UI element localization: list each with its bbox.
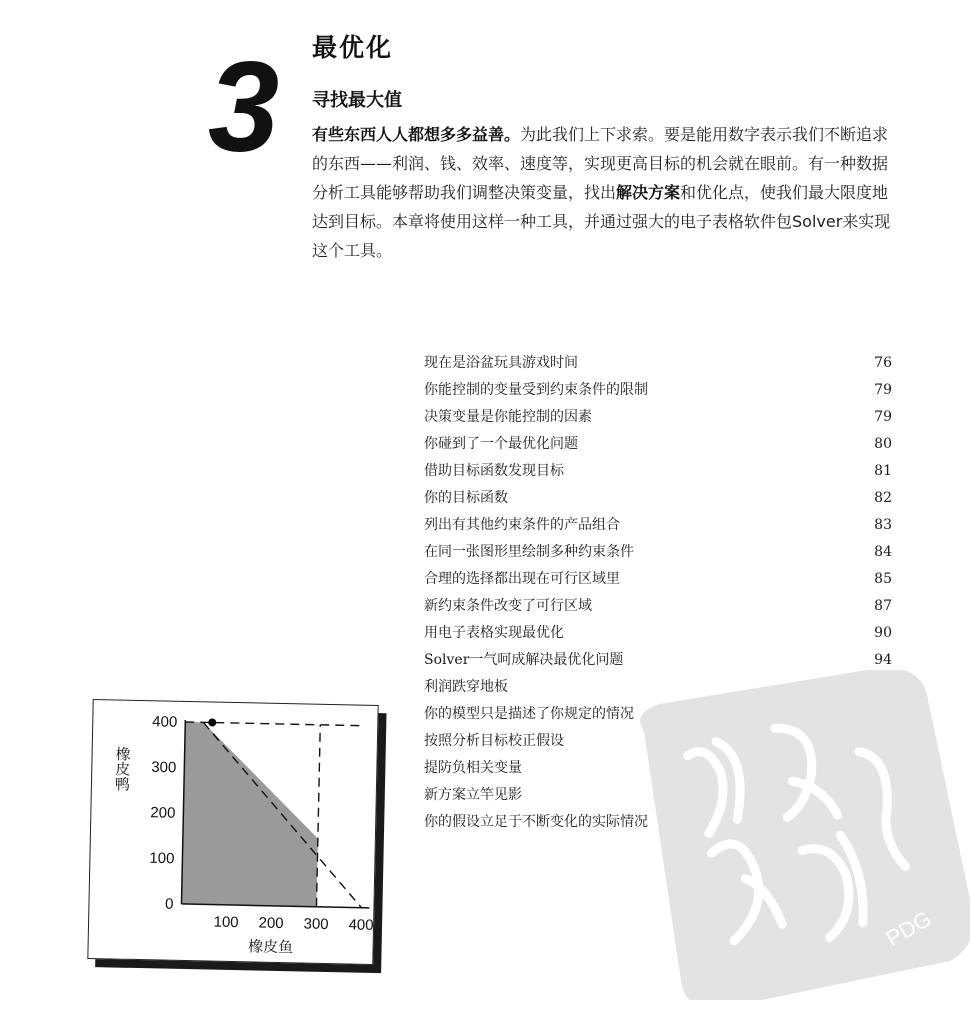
toc-entry bbox=[424, 512, 892, 539]
intro-text-1: 为此我们上下求索。要是能用数字表示我们不断追求的东西——利润、钱、效率、速度等，实现更高目标的机会就在眼前。有一种数据分析工具能够帮助我们调整决策变量，找出 bbox=[312, 125, 889, 202]
feasible-region-chart bbox=[88, 700, 377, 964]
chapter-subtitle: 寻找最大值 bbox=[312, 90, 402, 111]
toc-entry-title: Solver一气呵成解决最优化问题 bbox=[424, 652, 624, 668]
toc-entry bbox=[424, 620, 892, 647]
toc-entry-page: 85 bbox=[874, 571, 892, 587]
x-axis-label: 橡皮鱼 bbox=[247, 937, 294, 957]
chapter-title: 最优化 bbox=[312, 33, 394, 62]
toc-entry-title: 新方案立竿见影 bbox=[424, 787, 522, 803]
toc-entry-page: 82 bbox=[874, 490, 892, 506]
toc-entry bbox=[424, 566, 892, 593]
chapter-intro bbox=[312, 120, 902, 265]
toc-entry bbox=[424, 485, 892, 512]
toc-entry bbox=[424, 539, 892, 566]
toc-entry-title: 你能控制的变量受到约束条件的限制 bbox=[424, 382, 648, 398]
x-tick-label: 300 bbox=[303, 915, 329, 934]
toc-entry-title: 新约束条件改变了可行区域 bbox=[424, 598, 592, 614]
intro-lead-bold: 有些东西人人都想多多益善。 bbox=[312, 125, 521, 144]
toc-entry-title: 在同一张图形里绘制多种约束条件 bbox=[424, 544, 634, 560]
y-tick-label: 100 bbox=[149, 849, 175, 868]
toc-entry-title: 借助目标函数发现目标 bbox=[424, 463, 564, 479]
y-tick-label: 400 bbox=[152, 713, 178, 731]
x-tick-label: 100 bbox=[213, 913, 239, 932]
seal-shape-icon bbox=[640, 670, 970, 1000]
toc-entry-title: 列出有其他约束条件的产品组合 bbox=[424, 517, 620, 533]
y-tick-label: 200 bbox=[150, 804, 176, 822]
toc-entry bbox=[424, 431, 892, 458]
toc-entry bbox=[424, 593, 892, 620]
toc-entry bbox=[424, 377, 892, 404]
chapter-number: 3 bbox=[208, 36, 280, 179]
toc-entry-page: 81 bbox=[874, 463, 892, 479]
toc-entry-title: 利润跌穿地板 bbox=[424, 679, 508, 695]
toc-entry-title: 合理的选择都出现在可行区域里 bbox=[424, 571, 620, 587]
toc-entry bbox=[424, 404, 892, 431]
optimum-point bbox=[208, 718, 216, 726]
y-axis-label: 橡皮鸭 bbox=[112, 745, 132, 792]
toc-entry bbox=[424, 458, 892, 485]
toc-entry-page: 80 bbox=[874, 436, 892, 452]
toc-entry-title: 提防负相关变量 bbox=[424, 760, 522, 776]
toc-entry-page: 76 bbox=[874, 355, 892, 371]
toc-entry-title: 你的模型只是描述了你规定的情况 bbox=[424, 706, 634, 722]
watermark bbox=[640, 670, 970, 1000]
toc-entry-title: 按照分析目标校正假设 bbox=[424, 733, 564, 749]
toc-entry-page: 87 bbox=[874, 598, 892, 614]
intro-text-2: 和优化点，使我们最大限度地达到目标。本章将使用这样一种工具，并通过强大的电子表格软件包Solver来实现这个工具。 bbox=[312, 183, 891, 260]
x-tick-label: 400 bbox=[348, 916, 374, 934]
feasible-region bbox=[181, 722, 320, 907]
toc-entry-title: 你的假设立足于不断变化的实际情况 bbox=[424, 814, 648, 830]
toc-entry-title: 现在是浴盆玩具游戏时间 bbox=[424, 355, 578, 371]
figure-feasible-region bbox=[87, 699, 378, 965]
intro-bold-term: 解决方案 bbox=[616, 183, 681, 202]
toc-entry-title: 用电子表格实现最优化 bbox=[424, 625, 564, 641]
toc-entry-title: 你的目标函数 bbox=[424, 490, 508, 506]
toc-entry-page: 83 bbox=[874, 517, 892, 533]
toc-entry-page: 94 bbox=[874, 652, 892, 668]
toc-entry-page: 84 bbox=[874, 544, 892, 560]
toc-entry-page: 90 bbox=[874, 625, 892, 641]
toc-entry-page: 79 bbox=[874, 382, 892, 398]
toc-entry bbox=[424, 350, 892, 377]
x-tick-label: 200 bbox=[258, 914, 284, 933]
toc-entry-title: 决策变量是你能控制的因素 bbox=[424, 409, 592, 425]
y-tick-label: 0 bbox=[164, 895, 174, 913]
toc-entry-title: 你碰到了一个最优化问题 bbox=[424, 436, 578, 452]
y-tick-label: 300 bbox=[151, 758, 177, 777]
watermark-text: PDG bbox=[881, 905, 936, 952]
toc-entry-page: 79 bbox=[874, 409, 892, 425]
